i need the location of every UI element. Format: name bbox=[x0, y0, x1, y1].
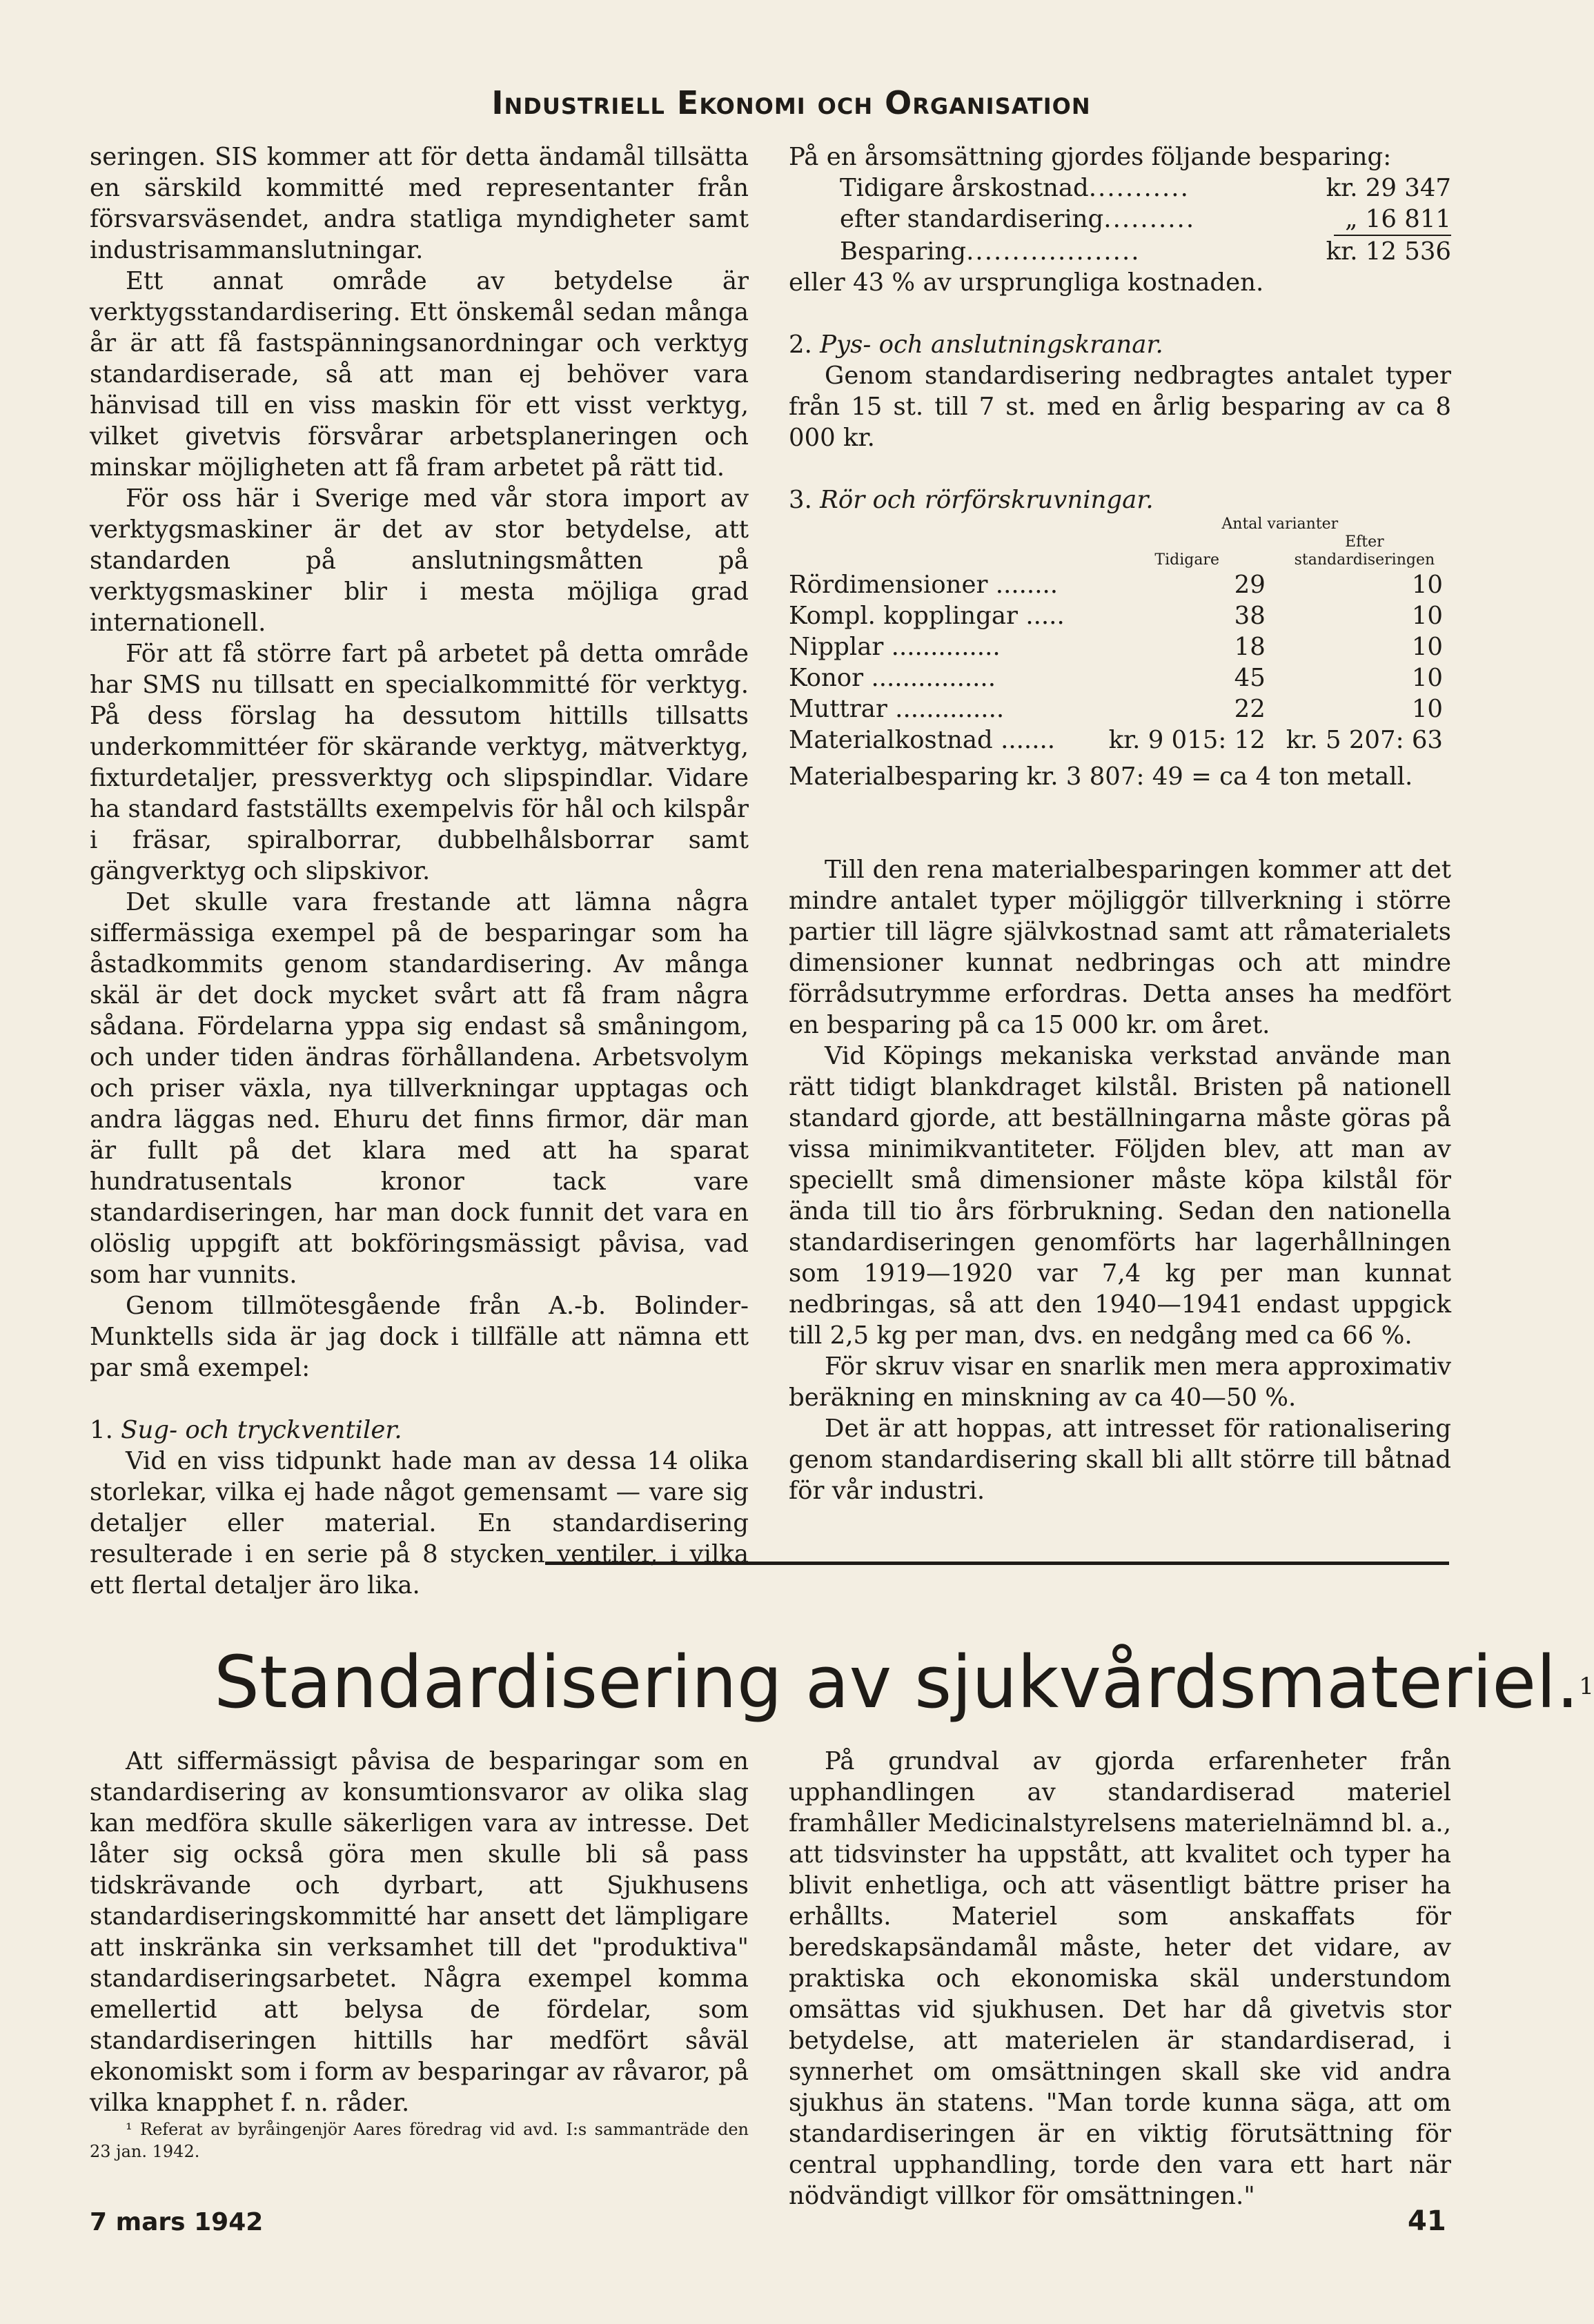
paragraph: Det är att hoppas, att intresset för rationalisering genom standardisering skall bli allt större till båtnad för vår industri. bbox=[789, 1415, 1451, 1505]
paragraph: För oss här i Sverige med vår stora import av verktygsmaskiner är det av stor betydelse, att standarden på anslutningsmåtten på verktygsmaskiner blir i mesta möjliga grad internationell. bbox=[90, 484, 749, 637]
paragraph: För att få större fart på arbetet på detta område har SMS nu tillsatt en specialkommitté för verktyg. På dess förslag ha dessutom hittills tillsatts underkommittéer för skärande verktyg, mätverktyg, fixturdetaljer, pressverktyg och slipspindlar. Vidare ha standard fastställts exempelvis för hål och kilspår i fräsar, spiralborrar, dubbelhålsborrar samt gängverktyg och slipskivor. bbox=[90, 640, 749, 885]
savings-calculation bbox=[789, 173, 1451, 267]
paragraph: På grundval av gjorda erfarenheter från upphandlingen av standardiserad materiel framhåller Medicinalstyrelsens materielnämnd bl. a., att tidsvinster ha uppstått, att kvalitet och typer ha blivit enhetliga, och att väsentligt bättre priser ha erhållts. Materiel som anskaffats för beredskapsändamål måste, heter det vidare, av praktiska och ekonomiska skäl understundom omsättas vid sjukhusen. Det har då givetvis stor betydelse, att materielen är standardiserad, i synnerhet om omsättningen skall ske vid andra sjukhus än statens. "Man torde kunna säga, att om standardiseringen är en viktig förutsättning för central upphandling, torde den vara ett hart när nödvändigt villkor för omsättningen." bbox=[789, 1747, 1451, 2210]
table-cell: Kompl. kopplingar bbox=[789, 602, 1019, 630]
table-cell: kr. 9 015: 12 bbox=[1108, 726, 1266, 754]
table-cell: 18 bbox=[1234, 633, 1266, 661]
paragraph: För skruv visar en snarlik men mera approximativ beräkning en minskning av ca 40—50 %. bbox=[789, 1352, 1451, 1412]
footnote: ¹ Referat av byråingenjör Aares föredrag vid avd. I:s sammanträde den 23 jan. 1942. bbox=[90, 2120, 749, 2161]
table-cell: Rördimensioner bbox=[789, 571, 988, 599]
calc-label: efter standardisering bbox=[840, 205, 1104, 233]
section-divider bbox=[545, 1562, 1449, 1565]
section-number: 2. bbox=[789, 331, 812, 359]
section-heading-3 bbox=[789, 484, 1451, 515]
table-cell: 10 bbox=[1411, 571, 1443, 599]
running-header: Industriell Ekonomi och Organisation bbox=[491, 84, 1091, 121]
article-title bbox=[214, 1640, 1594, 1724]
article-left-column bbox=[90, 1746, 749, 2163]
paragraph: Vid en viss tidpunkt hade man av dessa 14 olika storlekar, vilka ej hade något gemensamt — vare sig detaljer eller material. En standardisering resulterade i en serie på 8 stycken ventiler, i vilka ett flertal detaljer äro lika. bbox=[90, 1447, 749, 1599]
calc-value: kr. 29 347 bbox=[1326, 174, 1451, 202]
leader-dots: ........... bbox=[1088, 174, 1190, 202]
page-number: 41 bbox=[1408, 2205, 1446, 2237]
table-column-header: Efter standardiseringen bbox=[1294, 533, 1435, 569]
section-heading-1 bbox=[90, 1415, 749, 1446]
percent-line: eller 43 % av ursprungliga kostnaden. bbox=[789, 268, 1264, 297]
table-row bbox=[789, 631, 1451, 662]
section-number: 1. bbox=[90, 1416, 113, 1444]
calc-value: kr. 12 536 bbox=[1326, 237, 1451, 266]
table-cell: Konor bbox=[789, 664, 864, 692]
table-row bbox=[789, 600, 1451, 631]
right-column-top bbox=[789, 141, 1451, 1506]
table-cell: Materialkostnad bbox=[789, 726, 993, 754]
table-cell: 10 bbox=[1411, 633, 1443, 661]
leader-dots: ....... bbox=[1001, 726, 1056, 754]
article-title-text: Standardisering av sjukvårdsmateriel. bbox=[214, 1640, 1580, 1724]
table-row bbox=[789, 725, 1451, 756]
table-cell: kr. 5 207: 63 bbox=[1286, 726, 1443, 754]
paragraph: Det skulle vara frestande att lämna några siffermässiga exempel på de besparingar som ha åstadkommits genom standardisering. Av många skäl är det dock mycket svårt att få fram några sådana. Fördelarna yppa sig endast så småningom, och under tiden ändras förhållandena. Arbetsvolym och priser växla, nya tillverkningar upptagas och andra läggas ned. Ehuru det finns firmor, där man är fullt på det klara med att ha sparat hundratusentals kronor tack vare standardiseringen, har man dock funnit det vara en olöslig uppgift att bokföringsmässigt påvisa, vad som har vunnits. bbox=[90, 888, 749, 1289]
table-row bbox=[789, 662, 1451, 693]
variants-table bbox=[789, 515, 1451, 756]
table-cell: 45 bbox=[1234, 664, 1266, 692]
calc-label: Tidigare årskostnad bbox=[840, 174, 1089, 202]
paragraph: Genom tillmötesgående från A.-b. Bolinder-Munktells sida är jag dock i tillfälle att nämna ett par små exempel: bbox=[90, 1292, 749, 1382]
calc-row bbox=[789, 173, 1451, 204]
table-cell: 10 bbox=[1411, 695, 1443, 723]
calc-row bbox=[789, 204, 1451, 235]
leader-dots: .......... bbox=[1103, 205, 1196, 233]
calc-intro: På en årsomsättning gjordes följande besparing: bbox=[789, 143, 1392, 171]
section-title: Pys- och anslutningskranar. bbox=[820, 331, 1163, 359]
section-title: Rör och rörförskruvningar. bbox=[820, 486, 1154, 514]
leader-dots: .............. bbox=[895, 695, 1005, 723]
issue-date: 7 mars 1942 bbox=[90, 2208, 264, 2236]
calc-label: Besparing bbox=[840, 237, 967, 266]
table-row bbox=[789, 569, 1451, 600]
table-cell: 38 bbox=[1234, 602, 1266, 630]
material-saving-line: Materialbesparing kr. 3 807: 49 = ca 4 ton metall. bbox=[789, 762, 1413, 791]
paragraph: Vid Köpings mekaniska verkstad använde man rätt tidigt blankdraget kilstål. Bristen på nationell standard gjorde, att beställningarna måste göras på vissa minimikvantiteter. Följden blev, att man av speciellt små dimensioner måste köpa kilstål för ända till tio års förbrukning. Sedan den nationella standardiseringen genomförts har lagerhållningen som 1919—1920 var 7,4 kg per man kunnat nedbringas, så att den 1940—1941 endast uppgick till 2,5 kg per man, dvs. en nedgång med ca 66 %. bbox=[789, 1042, 1451, 1350]
table-row bbox=[789, 693, 1451, 725]
calc-row-total bbox=[789, 236, 1451, 267]
footnote-marker: 1 bbox=[1579, 1673, 1594, 1700]
paragraph: seringen. SIS kommer att för detta ändamål tillsätta en särskild kommitté med representanter från försvarsväsendet, andra statliga myndigheter samt industrisammanslutningar. bbox=[90, 143, 749, 264]
left-column-top bbox=[90, 141, 749, 1601]
leader-dots: ................... bbox=[966, 237, 1141, 266]
section-title: Sug- och tryckventiler. bbox=[121, 1416, 402, 1444]
calc-value: „ 16 811 bbox=[1345, 205, 1451, 233]
table-cell: Muttrar bbox=[789, 695, 887, 723]
table-cell: Nipplar bbox=[789, 633, 884, 661]
table-cell: 10 bbox=[1411, 602, 1443, 630]
table-group-header: Antal varianter bbox=[1221, 515, 1339, 533]
table-column-header: Tidigare bbox=[1154, 551, 1219, 569]
leader-dots: ........ bbox=[995, 571, 1059, 599]
paragraph: Att siffermässigt påvisa de besparingar som en standardisering av konsumtionsvaror av olika slag kan medföra skulle säkerligen vara av intresse. Det låter sig också göra men skulle bli så pass tidskrävande och dyrbart, att Sjukhusens standardiseringskommitté har ansett det lämpligare att inskränka sin verksamhet till det "produktiva" standardiseringsarbetet. Några exempel komma emellertid att belysa de fördelar, som standardiseringen hittills har medfört såväl ekonomiskt som i form av besparingar av råvaror, på vilka knapphet f. n. råder. bbox=[90, 1747, 749, 2117]
table-cell: 22 bbox=[1234, 695, 1266, 723]
section-heading-2 bbox=[789, 329, 1451, 360]
section-number: 3. bbox=[789, 486, 812, 514]
leader-dots: ..... bbox=[1025, 602, 1065, 630]
article-right-column bbox=[789, 1746, 1451, 2212]
table-cell: 29 bbox=[1234, 571, 1266, 599]
paragraph: Genom standardisering nedbragtes antalet typer från 15 st. till 7 st. med en årlig besparing av ca 8 000 kr. bbox=[789, 362, 1451, 452]
paragraph: Till den rena materialbesparingen kommer att det mindre antalet typer möjliggör tillverkning i större partier till lägre självkostnad samt att råmaterialets dimensioner kunnat nedbringas och att mindre förrådsutrymme erfordras. Detta anses ha medfört en besparing på ca 15 000 kr. om året. bbox=[789, 856, 1451, 1039]
table-cell: 10 bbox=[1411, 664, 1443, 692]
leader-dots: ................ bbox=[871, 664, 996, 692]
leader-dots: .............. bbox=[891, 633, 1001, 661]
paragraph: Ett annat område av betydelse är verktygsstandardisering. Ett önskemål sedan många år är att få fastspänningsanordningar och verktyg standardiserade, så att man ej behöver vara hänvisad till en viss maskin för ett visst verktyg, vilket givetvis försvårar arbetsplaneringen och minskar möjligheten att få fram arbetet på rätt tid. bbox=[90, 267, 749, 482]
